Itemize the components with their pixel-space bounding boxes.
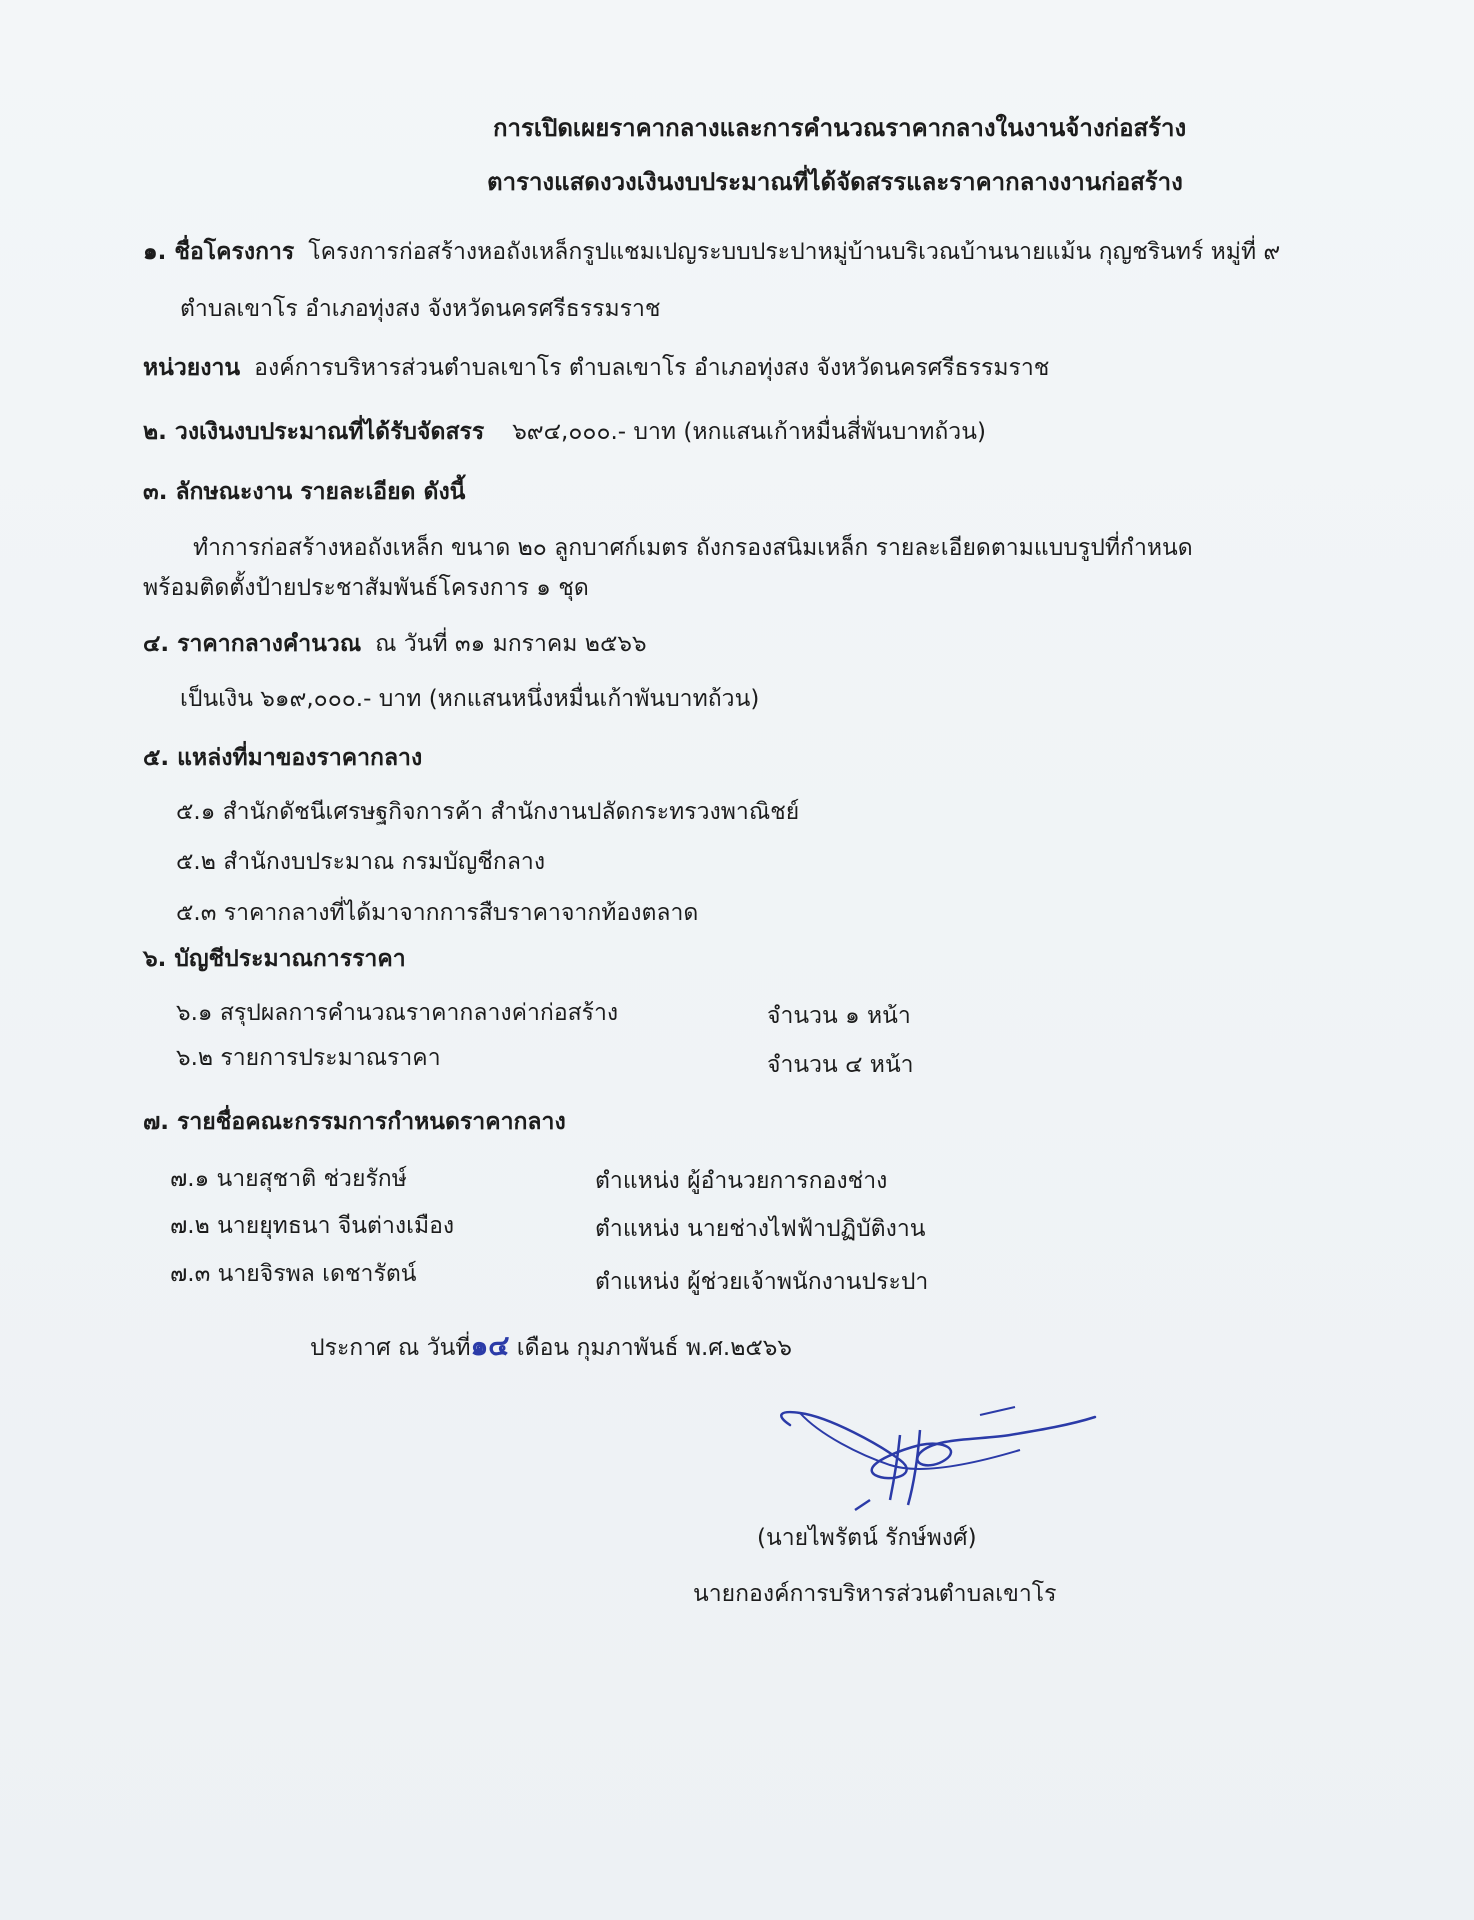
section-7-label: ๗. รายชื่อคณะกรรมการกำหนดราคากลาง xyxy=(143,1109,566,1135)
estimate-item-count: จำนวน ๔ หน้า xyxy=(767,1052,914,1078)
source-item: ๕.๑ สำนักดัชนีเศรษฐกิจการค้า สำนักงานปลัดกระทรวงพาณิชย์ xyxy=(176,799,800,825)
estimate-item-count: จำนวน ๑ หน้า xyxy=(767,1003,911,1029)
work-detail-line-1: ทำการก่อสร้างหอถังเหล็ก ขนาด ๒๐ ลูกบาศก์เมตร ถังกรองสนิมเหล็ก รายละเอียดตามแบบรูปที่กำหนด xyxy=(193,535,1193,561)
committee-member-position: ตำแหน่ง ผู้ช่วยเจ้าพนักงานประปา xyxy=(595,1269,929,1295)
section-3-label: ๓. ลักษณะงาน รายละเอียด ดังนี้ xyxy=(143,479,466,505)
section-4-label: ๔. ราคากลางคำนวณ xyxy=(143,631,362,657)
title-line-2: ตารางแสดงวงเงินงบประมาณที่ได้จัดสรรและราคากลางงานก่อสร้าง xyxy=(487,168,1183,196)
announcement-month-year: เดือน กุมภาพันธ์ พ.ศ.๒๕๖๖ xyxy=(516,1335,792,1361)
committee-member-position: ตำแหน่ง ผู้อำนวยการกองช่าง xyxy=(595,1168,888,1194)
signature-image xyxy=(770,1405,1100,1515)
agency-label: หน่วยงาน xyxy=(143,355,241,381)
announcement-day: ๑๔ xyxy=(470,1329,510,1362)
source-item: ๕.๒ สำนักงบประมาณ กรมบัญชีกลาง xyxy=(176,849,546,875)
signer-name: (นายไพรัตน์ รักษ์พงศ์) xyxy=(757,1525,977,1551)
announcement-line xyxy=(310,1330,792,1364)
project-name: โครงการก่อสร้างหอถังเหล็กรูปแชมเปญระบบประปาหมู่บ้านบริเวณบ้านนายแม้น กุญชรินทร์ หมู่ที่ ๙ xyxy=(308,239,1281,265)
source-item: ๕.๓ ราคากลางที่ได้มาจากการสืบราคาจากท้องตลาด xyxy=(176,900,699,926)
section-5-label: ๕. แหล่งที่มาของราคากลาง xyxy=(143,745,423,771)
section-6-label: ๖. บัญชีประมาณการราคา xyxy=(143,946,406,972)
signer-position: นายกองค์การบริหารส่วนตำบลเขาโร xyxy=(693,1581,1057,1607)
estimate-item-name: ๖.๑ สรุปผลการคำนวณราคากลางค่าก่อสร้าง xyxy=(176,1000,619,1026)
project-location: ตำบลเขาโร อำเภอทุ่งสง จังหวัดนครศรีธรรมราช xyxy=(180,296,661,322)
committee-member-position: ตำแหน่ง นายช่างไฟฟ้าปฏิบัติงาน xyxy=(595,1216,926,1242)
agency-name: องค์การบริหารส่วนตำบลเขาโร ตำบลเขาโร อำเภอทุ่งสง จังหวัดนครศรีธรรมราช xyxy=(254,355,1050,381)
section-1-label: ๑. ชื่อโครงการ xyxy=(143,239,295,265)
work-detail-line-2: พร้อมติดตั้งป้ายประชาสัมพันธ์โครงการ ๑ ชุด xyxy=(143,575,589,601)
title-line-1: การเปิดเผยราคากลางและการคำนวณราคากลางในงานจ้างก่อสร้าง xyxy=(493,114,1187,142)
budget-amount: ๖๙๔,๐๐๐.- บาท (หกแสนเก้าหมื่นสี่พันบาทถ้วน) xyxy=(512,419,986,445)
section-4 xyxy=(143,628,647,660)
calc-date: ณ วันที่ ๓๑ มกราคม ๒๕๖๖ xyxy=(375,631,647,657)
announcement-prefix: ประกาศ ณ วันที่ xyxy=(310,1335,471,1361)
estimate-item-name: ๖.๒ รายการประมาณราคา xyxy=(176,1045,441,1071)
committee-member-name: ๗.๑ นายสุชาติ ช่วยรักษ์ xyxy=(170,1166,407,1192)
agency-line xyxy=(143,352,1049,384)
section-2-label: ๒. วงเงินงบประมาณที่ได้รับจัดสรร xyxy=(143,419,485,445)
section-2 xyxy=(143,416,986,448)
section-1 xyxy=(143,236,1280,268)
median-price: เป็นเงิน ๖๑๙,๐๐๐.- บาท (หกแสนหนึ่งหมื่นเก้าพันบาทถ้วน) xyxy=(180,686,760,712)
committee-member-name: ๗.๒ นายยุทธนา จีนต่างเมือง xyxy=(170,1213,455,1239)
committee-member-name: ๗.๓ นายจิรพล เดชารัตน์ xyxy=(170,1261,417,1287)
